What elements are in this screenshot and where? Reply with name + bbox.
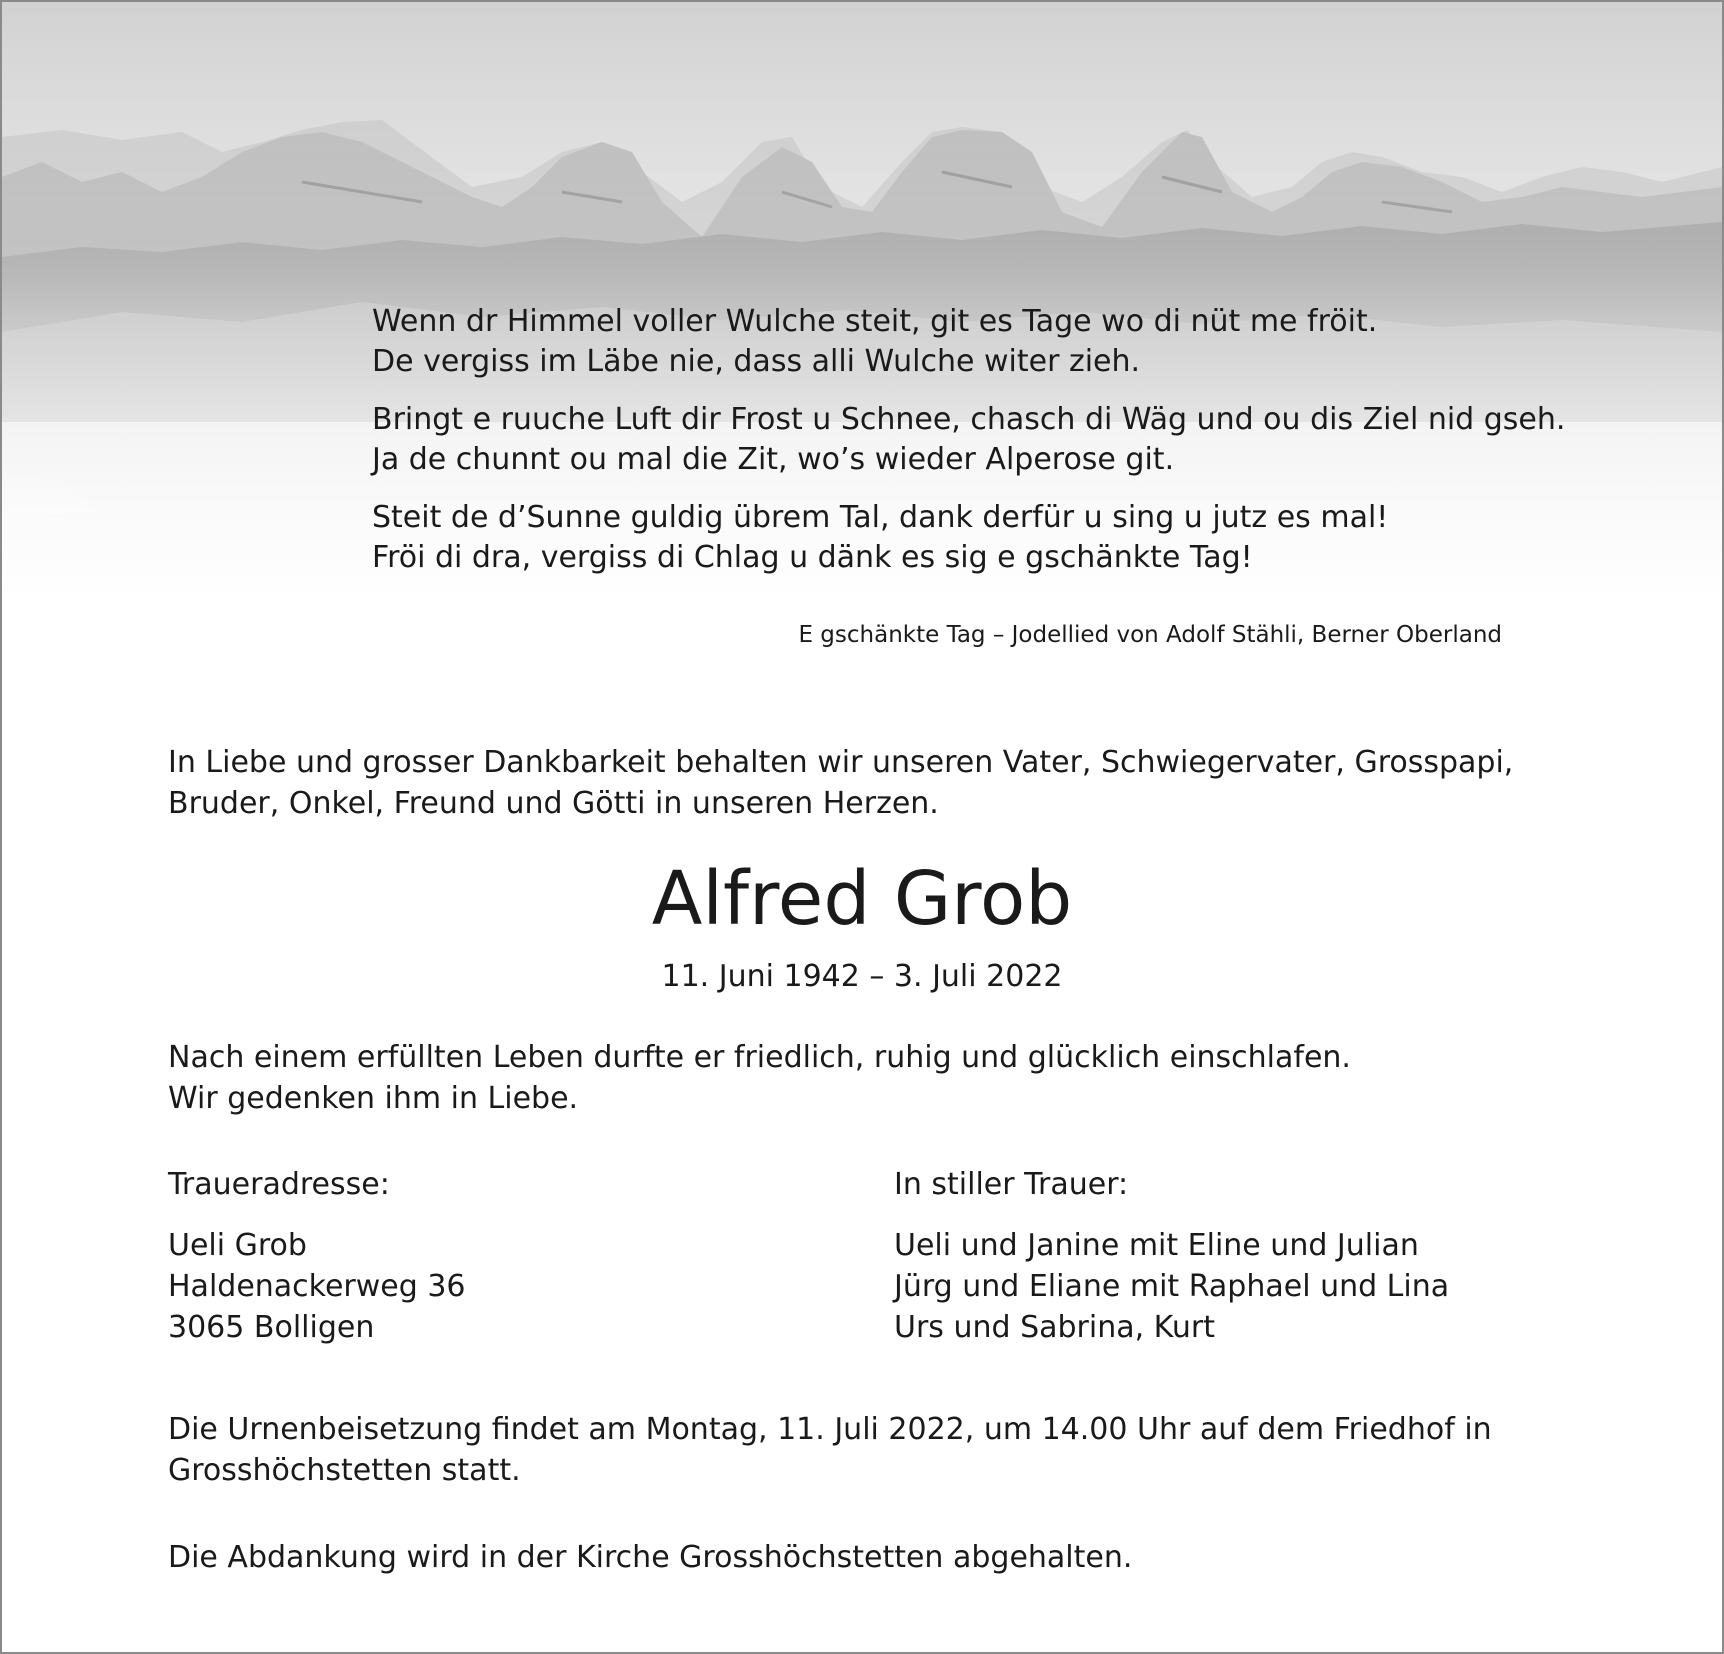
- poem-attribution: E gschänkte Tag – Jodellied von Adolf Stähli, Berner Oberland: [798, 622, 1502, 648]
- mourners-list: [894, 1164, 1594, 1348]
- poem-line: Steit de d’Sunne guldig übrem Tal, dank derfür u sing u jutz es mal!: [372, 500, 1389, 535]
- burial-info: [168, 1409, 1568, 1491]
- poem-stanza: [372, 302, 1632, 382]
- poem-line: De vergiss im Läbe nie, dass alli Wulche witer zieh.: [372, 344, 1141, 379]
- poem: [372, 302, 1632, 596]
- poem-line: Bringt e ruuche Luft dir Frost u Schnee, chasch di Wäg und ou dis Ziel nid gseh.: [372, 402, 1566, 437]
- poem-stanza: [372, 498, 1632, 578]
- farewell-line: Nach einem erfüllten Leben durfte er friedlich, ruhig und glücklich einschlafen.: [168, 1040, 1351, 1075]
- burial-line: Die Urnenbeisetzung findet am Montag, 11. Juli 2022, um 14.00 Uhr auf dem Friedhof in: [168, 1412, 1492, 1447]
- poem-line: Fröi di dra, vergiss di Chlag u dänk es sig e gschänkte Tag!: [372, 540, 1253, 575]
- poem-stanza: [372, 400, 1632, 480]
- burial-line: Grosshöchstetten statt.: [168, 1453, 521, 1488]
- mourning-address: [168, 1164, 868, 1348]
- address-heading: Traueradresse:: [168, 1167, 390, 1202]
- poem-line: Wenn dr Himmel voller Wulche steit, git es Tage wo di nüt me fröit.: [372, 304, 1378, 339]
- mourner-line: Urs und Sabrina, Kurt: [894, 1310, 1215, 1345]
- deceased-name: Alfred Grob: [651, 856, 1073, 942]
- service-info: [168, 1537, 1568, 1578]
- life-dates: 11. Juni 1942 – 3. Juli 2022: [661, 959, 1063, 994]
- mourners-heading: In stiller Trauer:: [894, 1167, 1129, 1202]
- service-line: Die Abdankung wird in der Kirche Grosshöchstetten abgehalten.: [168, 1540, 1133, 1575]
- address-line: 3065 Bolligen: [168, 1310, 375, 1345]
- intro-line: In Liebe und grosser Dankbarkeit behalten wir unseren Vater, Schwiegervater, Grosspapi,: [168, 745, 1514, 780]
- farewell-text: [168, 1037, 1568, 1119]
- farewell-line: Wir gedenken ihm in Liebe.: [168, 1081, 579, 1116]
- mourner-line: Ueli und Janine mit Eline und Julian: [894, 1228, 1419, 1263]
- intro-text: [168, 742, 1568, 824]
- intro-line: Bruder, Onkel, Freund und Götti in unseren Herzen.: [168, 786, 939, 821]
- address-line: Haldenackerweg 36: [168, 1269, 466, 1304]
- mourner-line: Jürg und Eliane mit Raphael und Lina: [894, 1269, 1450, 1304]
- address-line: Ueli Grob: [168, 1228, 307, 1263]
- poem-line: Ja de chunnt ou mal die Zit, wo’s wieder Alperose git.: [372, 442, 1175, 477]
